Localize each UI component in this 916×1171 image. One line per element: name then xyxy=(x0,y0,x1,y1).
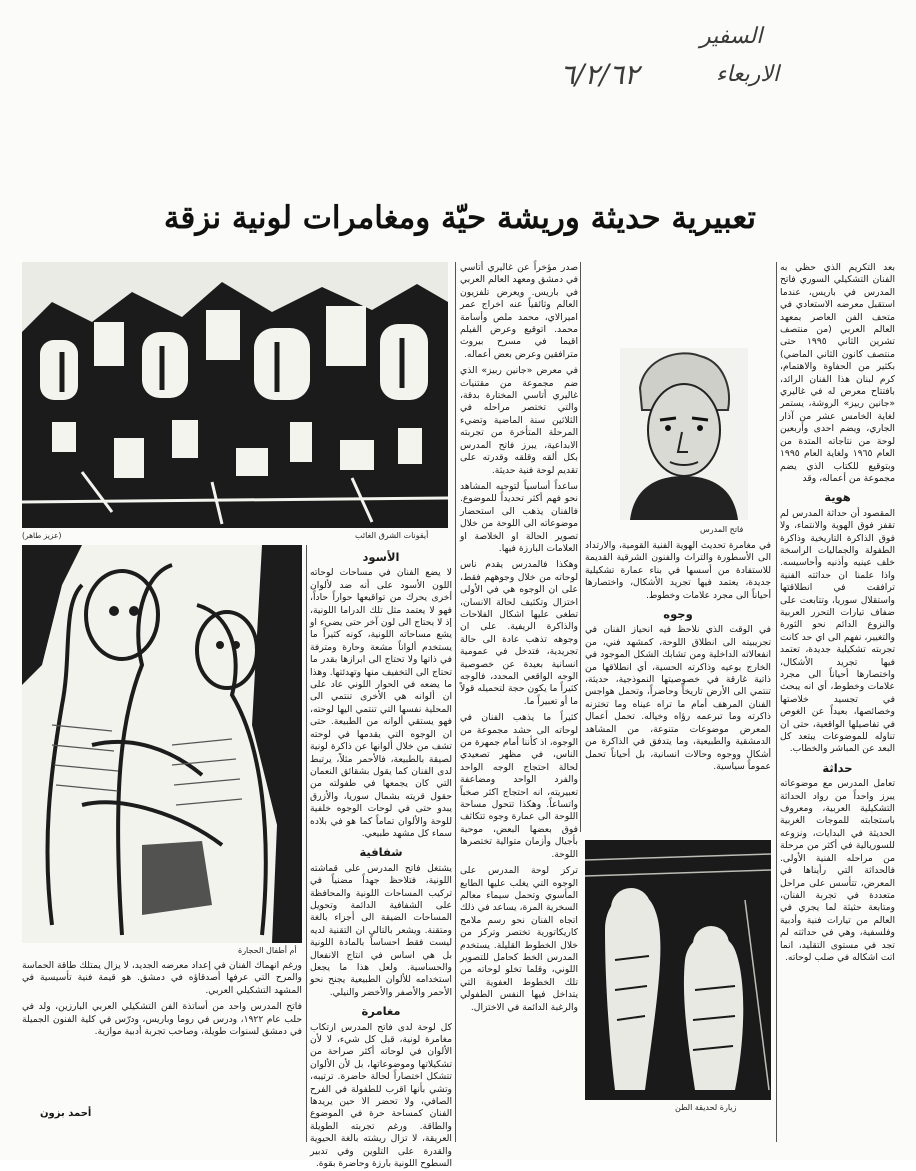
section-aswad-text: لا يضع الفنان في مساحات لوحاته اللون الأسود على أنه ضد لألوان أخرى يحرك من تواقيعها حواراً حاداً، فهو لا يعتمد مثل تلك الدراما اللونية، إذ لا يحتاج الى لون آخر حتى يضيء او يشع مساحاته اللونية، كونه كثيراً ما يستخدم ألواناً مشعة وحارة ومترفة في ذاتها ولا تحتاج الى ابرازها بقدر ما تحتاج الى التخفيف منها وتهدئتها. وهذا ما يضعه في الحوار اللوني عاد على ان ألوانه هي الأخرى تنتمي الى المحلية نفسها التي تنتمي اليها لوحته، فهو يستقي ألوانه من الطبيعة. حتى ان الوجوه التي يقدمها في لوحته تشف من خلال ألوانها عن ذاكرة لونية لصيقة بالطبيعة، فالأحمر مثلاً، يرتبط لدى الفنان كما يقول بشقائق النعمان التي كان يجمعها في طفولته من حقول قريته بشمال سوريا، والأزرق يبدو حتى في لوحات الوجوه خلفية للوحة والألوان تماماً كما هو في بلاده سماء كل مشهد طبيعي. xyxy=(310,567,452,839)
section-hadatha-title: حداثة xyxy=(822,760,853,775)
column-rule xyxy=(580,262,581,832)
painting-mother-drawing xyxy=(22,545,302,943)
col-c1-main-text: كثيراً ما يذهب الفنان في لوحاته الى حشد مجموعة من الوجوه، اذ كأننا أمام جمهرة من الناس، في مظهر تصعيدي لحالة احتجاج الوجه الواحد والفرد الواحد ومضاعفة تعبيريته، انه احتجاج اكثر صخباً واتساعاً. وهكذا تتحول مساحة اللوحة الى عمارة وجوه تتكاثف فوق بعضها البعض، موحية بأجيال وأزمان متوالية تختصرها اللوحة. xyxy=(460,712,578,860)
fig3-caption: زيارة لحديقة الطن xyxy=(675,1103,737,1112)
artist-portrait-image xyxy=(620,348,748,520)
handwritten-date: ٦/٢/٦٢ xyxy=(560,58,640,91)
column-rule xyxy=(306,545,307,1142)
ending-text: ورغم انهماك الفنان في إعداد معرضه الجديد، لا يزال يمتلك طاقة الحماسة والمرح التي عرفها أصدقاؤه في دمشق. هو قيمة فنية تأسيسية في المشهد التشكيلي العربي. xyxy=(22,960,302,996)
fig1-caption: أيقونات الشرق الغائب xyxy=(355,531,429,540)
article-column-4 xyxy=(310,545,452,1170)
painting-mother-image xyxy=(22,545,302,943)
fig1-photo-credit: (عزيز طاهر) xyxy=(22,531,62,540)
author-signature: أحمد بزون xyxy=(40,1108,92,1119)
column-rule xyxy=(776,262,777,1142)
section-shafafiya-text: يشتغل فاتح المدرس على قماشته اللونية، فتلاحظ جهداً مضنياً في تركيب المساحات اللونية والمحافظة على الشفافية الدائمة وتحويل المساحات الضيقة الى أجزاء بالغة ومتقنة. ويشعر بالتالي ان التقنية لديه ليست فقط احساساً بالمادة اللونية بل هي اساس في انتاج الانفعال والحساسية. ولعل هذا ما يجعل استخدامه للألوان الطبيعية يجنح نحو الأحمر والأصفر والأخضر والنيلي. xyxy=(310,862,452,998)
artist-portrait-drawing xyxy=(620,348,748,520)
painting-icons-drawing xyxy=(22,262,448,528)
article-column-1 xyxy=(780,262,895,1142)
section-hadatha-text: تعامل المدرس مع موضوعاته يبرز واحداً من رواد الحداثة التشكيلية العربية، ومعروف باستجابته للموجات الغربية الحديثة في البدايات، ونزوعه للسوريالية في أكثر من مرحلة من مراحله الفنية الأولى. فالحداثة التي رأيناها في المعرض، تتأسس على مراحل متعددة في تجربة الفنان، ومتابعة حثيثة لما يجري في العالم من تيارات فنية وأدبية وفلسفية، وهي في حداثته لم تجد في مستوى التقليد، انما اتت اشكاله في صلب لوحاته. xyxy=(780,778,895,963)
painting-visit-image xyxy=(585,840,771,1100)
section-mughamara-title: مغامرة xyxy=(361,1004,401,1019)
ending-text-2: فاتح المدرس واحد من أساتذة الفن التشكيلي العربي البارزين، ولد في حلب عام ١٩٢٢، ودرس في روما وباريس، ودرّس في كلية الفنون الجميلة في دمشق لسنوات طويلة، وصاحب تجربة أدبية موازية. xyxy=(22,1001,302,1038)
section-shafafiya-title: شفافية xyxy=(359,845,403,860)
article-column-3 xyxy=(460,262,578,1142)
painting-icons-image xyxy=(22,262,448,528)
column-rule xyxy=(455,262,456,1142)
fig2-caption: أم أطفال الحجارة xyxy=(238,946,297,955)
col-c1-intro-text: في مغامرة تحديث الهوية الفنية القومية، والارتداد الى الأسطورة والتراث والفنون الشرقية القديمة للاستفادة من أسسها في بناء عمارة تشكيلية جديدة، يعتمد فيها تجريد الأشكال، واختصارها أحياناً الى مجرد علامات وخطوط. xyxy=(585,540,771,601)
portrait-caption: فاتح المدرس xyxy=(700,525,744,534)
section-wujuh-text: في الوقت الذي نلاحظ فيه انحياز الفنان في تجريبيته الى انطلاق اللوحة، كمشهد فني، من انفعالاته الداخلية ومن تشابك الشكل الموجود في الخارج بوعيه وذاكرته الحسية، أي انطلاقها من ذاتية غارقة في خصوصيتها النموذجية، حديثة، تنتمي الى الأرض تاريخاً وحاضراً، وتحمل هواجس الفنان المرهف أمام ما تراه عيناه وما تختزنه ذاكرته وما تبرعمه رؤاه وخياله. تحمل أعمال المعرض موضوعات متنوعة، من المشاهد الدمشقية والطبيعية، وما يتدفق في الذاكرة من أشكال ووجوه وحالات انسانية، بل أحياناً تحمل عموماً سياسية. xyxy=(585,624,771,772)
article-column-5 xyxy=(22,960,302,1100)
col2-top-text: صدر مؤخراً عن غاليري أتاسي في دمشق ومعهد العالم العربي في باريس. ويعرض تلفزيون العالم وثائقياً عنه اخراج عمر اميرالاي، محمد ملص وأسامة محمد. اتوقيع وعرض الفيلم اقيما في مسرح بيروت مترافقين وعرض بعض أعماله. xyxy=(459,262,578,360)
intro-paragraph: بعد التكريم الذي حظي به الفنان التشكيلي السوري فاتح المدرس في باريس، عندما استقبل معرضه الاستعادي في متحف الفن العاصر بمعهد العالم العربي (من منتصف تشرين الثاني ١٩٩٥ حتى منتصف كانون الثاني الماضي) بكثير من الحفاوة والاهتمام، كرم لبنان هذا الفنان الرائد، بافتتاح معرض له في غاليري «جانين ربيز» الروشة، يستمر لغاية الخامس عشر من آذار الجاري، ويضم احدى وأربعين لوحة من نتاجاته المتدة من العام ١٩٦٥ ولغاية العام ١٩٩٥ وبتوقيع للكتاب الذي يضم مجموعة من أعماله، وقد xyxy=(780,262,895,484)
handwritten-day: الاربعاء xyxy=(716,62,780,87)
article-column-2 xyxy=(584,262,614,342)
section-wujuh-title: وجوه xyxy=(663,607,693,622)
section-aswad-title: الأسود xyxy=(362,550,400,564)
section-mughamara-text: كل لوحة لدى فاتح المدرس ارتكاب مغامرة لونية، قبل كل شيء، لا لأن الألوان في لوحاته أكثر صراحة من تشكيلاتها وموضوعاتها، بل لأن الألوان تتشكل اختصاراً لحالة حاضرة. ترتيبه، وتشي بأنها اقرب للطفولة في الفرح الصافي، ولا تحضر الا حين يريدها الفنان كمساحة حرة في الموضوع والطاقة. ورغم تجربته الطويلة العريقة، لا تزال ريشته بالغة الحيوية والقدرة على التلوين وفي تدبير السطوح اللونية بارزة وحاضرة بقوة. xyxy=(310,1021,452,1170)
painting-visit-drawing xyxy=(585,840,771,1100)
col-c1-more-text: تركز لوحة المدرس على الوجوه التي يغلب عليها الطابع المأسوي وتحمل سيماء معالم السخرية المرة، يساعد في ذلك اتجاه الفنان نحو رسم ملامح كاريكاتورية تختصر وتركز من خلال الخطوط القليلة. يستخدم المدرس الخط كحامل للتصوير اللوني، وقلما تخلو لوحاته من تلك الخطوط العفوية التي يتداخل فيها النفس الطفولي والرغبة الدائمة في الاختزال. xyxy=(460,865,578,1013)
col2-low-text: ساعداً أساسياً لتوجيه المشاهد نحو فهم أكثر تحديداً للموضوع. فالفنان يذهب الى استحضار موضوعاته الى اللوحة من خلال تصوير الحالة او الخلاصة او العلامات البارزة فيها. xyxy=(460,480,578,554)
col2-low2-text: وهكذا فالمدرس يقدم ناس لوحاته من خلال وجوههم فقط، على ان الوجوه هي في الأولى اختزال وتكثيف لحالة الانسان، تطغى عليها اشكال الفلاحات والذاكرة الريفية. على ان وجوهه تذهب عادة الى حالة تجريدية، فتدخل في عمومية انسانية بعيدة عن خصوصية الوجه الواقعي المحدد، فالوجه كثيراً ما يكون حجة لتحميله قولاً ما أو تعبيراً ما. xyxy=(460,559,578,707)
section-hawiya-text: المقصود أن حداثة المدرس لم تقفز فوق الهوية والانتماء، ولا فوق الذاكرة التاريخية وذاكرة الطفولة والجماليات الراسخة خلف عينيه وأذنيه وأحاسيسه. واذا علمنا ان حداثته الفنية ترافقت في انطلاقتها واستقلال سوريا، وتتابعت على ضفاف تيارات التحرر العربية والنزوع الدائم نحو الثورة والتغيير، نفهم الى اي حد كانت تجربته تشكيلية جديدة، تعتمد فيها تجريد الأشكال، واختصارها أحياناً الى مجرد علامات وخطوط، أي انه يبحث في تجسيد خلاصتها وخصائصها، بعيداً عن الغوص في تفاصيلها الواقعية، حتى ان تناوله للموضوعات يبتعد كل البعد عن المباشر والخطاب. xyxy=(780,507,895,755)
handwritten-newspaper-name: السفير xyxy=(700,24,763,49)
article-headline: تعبيرية حديثة وريشة حيّة ومغامرات لونية نزقة xyxy=(163,200,757,236)
section-hawiya-title: هوية xyxy=(824,490,851,505)
col2-mid-text: في معرض «جانين ربيز» الذي ضم مجموعة من مقتنيات غاليري أتاسي المختارة بدقة، والتي تختصر مراحله في الثلاثين سنة الماضية وتضيء المرحلة المتأخرة من تجربته الابداعية، يبرز فاتح المدرس بكل ألقه وقلقه وقدرته على تقديم لوحة فنية حديثة. xyxy=(460,365,578,476)
article-column-2-body xyxy=(585,540,771,832)
